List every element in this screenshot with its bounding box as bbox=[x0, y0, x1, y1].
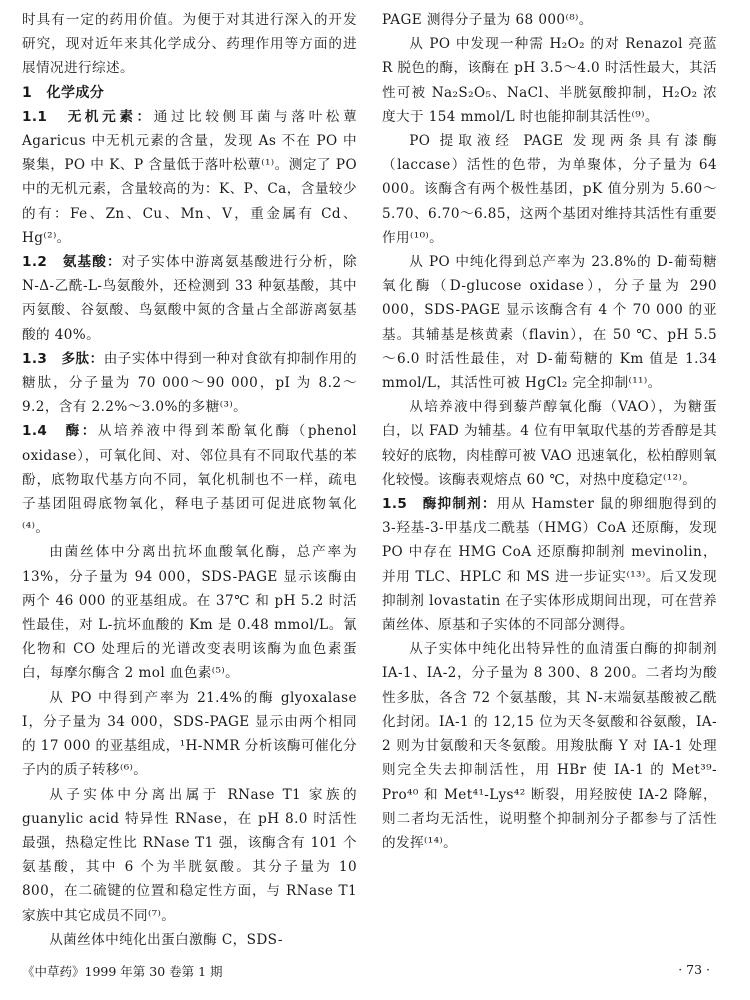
section-title: 1 化学成分 bbox=[22, 84, 105, 101]
left-column bbox=[22, 8, 357, 952]
paragraph: 从 PO 中发现一种需 H₂O₂ 的对 Renazol 亮蓝 R 脱色的酶，该酶在 pH 3.5～4.0 时活性最大，其活性可被 Na₂S₂O₅、NaCl、半胱氨酸抑制，H₂O₂ 浓度大于 154 mmol/L 时也能抑制其活性⁽⁹⁾。 bbox=[382, 36, 717, 125]
subsection-label: 1.5 酶抑制剂： bbox=[382, 496, 497, 513]
subsection-label: 1.3 多肽： bbox=[22, 350, 104, 367]
subsection-label: 1.2 氨基酸： bbox=[22, 254, 122, 271]
subsection-text: 用从 Hamster 鼠的卵细胞得到的 3-羟基-3-甲基戊二酰基（HMG）CoA 还原酶，发现 PO 中存在 HMG CoA 还原酶抑制剂 mevinolin，并用 TLC、HPLC 和 MS 进一步证实⁽¹³⁾。后又发现抑制剂 lovastatin 在子实体形成期间出现，可在营养菌丝体、原基和子实体的不同部分测得。 bbox=[382, 496, 717, 634]
paragraph: 从子实体中纯化出特异性的血清蛋白酶的抑制剂 IA-1、IA-2，分子量为 8 300、8 200。二者均为酸性多肽，各含 72 个氨基酸，其 N-末端氨基酸被乙酰化封闭。IA-1 的 12,15 位为天冬氨酸和谷氨酸，IA-2 则为甘氨酸和天冬氨酸。用羧肽酶 Y 对 IA-1 处理则完全失去抑制活性，用 HBr 使 IA-1 的 Met³⁹-Pro⁴⁰ 和 Met⁴¹-Lys⁴² 断裂，用羟胺使 IA-2 降解，则二者均无活性，说明整个抑制剂分子都参与了活性的发挥⁽¹⁴⁾。 bbox=[382, 641, 717, 851]
paragraph: 由菌丝体中分离出抗坏血酸氧化酶，总产率为 13%，分子量为 94 000，SDS-PAGE 显示该酶由两个 46 000 的亚基组成。在 37℃ 和 pH 5.2 时活性最佳，对 L-抗坏血酸的 Km 是 0.48 mmol/L。氰化物和 CO 处理后的光谱改变表明该酶为血色素蛋白，每摩尔酶含 2 mol 血色素⁽⁵⁾。 bbox=[22, 544, 357, 682]
right-column bbox=[382, 8, 717, 855]
subsection-1-3 bbox=[22, 347, 357, 420]
page-number: · 73 · bbox=[678, 962, 710, 977]
subsection-text: 从培养液中得到苯酚氧化酶（phenol oxidase），可氧化间、对、邻位具有不同取代基的苯酚，底物取代基方向不同，氧化机制也不一样，疏电子基团阻碍底物氧化，释电子基团可促进底物氧化⁽⁴⁾。 bbox=[22, 423, 358, 537]
subsection-text: 由子实体中得到一种对食欲有抑制作用的糖肽，分子量为 70 000～90 000，pI 为 8.2～9.2，含有 2.2%～3.0%的多糖⁽³⁾。 bbox=[22, 350, 357, 416]
subsection-label: 1.1 无机元素： bbox=[22, 108, 154, 125]
paragraph: 从 PO 中纯化得到总产率为 23.8%的 D-葡萄糖氧化酶（D-glucose oxidase），分子量为 290 000，SDS-PAGE 显示该酶含有 4 个 70 000 的亚基。其辅基是核黄素（flavin），在 50 ℃、pH 5.5～6.0 时活性最佳，对 D-葡萄糖的 Km 值是 1.34 mmol/L，其活性可被 HgCl₂ 完全抑制⁽¹¹⁾。 bbox=[382, 254, 717, 392]
paragraph: PO 提取液经 PAGE 发现两条具有漆酶（laccase）活性的色带，为单聚体，分子量为 64 000。该酶含有两个极性基团，pK 值分别为 5.60～5.70、6.70～6.85，这两个基团对维持其活性有重要作用⁽¹⁰⁾。 bbox=[382, 133, 717, 246]
paragraph-continuation: PAGE 测得分子量为 68 000⁽⁸⁾。 bbox=[382, 12, 593, 28]
journal-footer: 《中草药》1999 年第 30 卷第 1 期 bbox=[22, 964, 223, 979]
subsection-1-1 bbox=[22, 105, 357, 250]
paragraph: 从 PO 中得到产率为 21.4%的酶 glyoxalase Ⅰ，分子量为 34 000，SDS-PAGE 显示由两个相同的 17 000 的亚基组成，¹H-NMR 分析该酶可催化分子内的质子转移⁽⁶⁾。 bbox=[22, 689, 357, 779]
subsection-label: 1.4 酶： bbox=[22, 423, 98, 440]
paragraph: 从子实体中分离出属于 RNase T1 家族的 guanylic acid 特异性 RNase，在 pH 8.0 时活性最强，热稳定性比 RNase T1 强，该酶含有 101 个氨基酸，其中 6 个为半胱氨酸。其分子量为 10 800，在二硫键的位置和稳定性方面，与 RNase T1 家族中其它成员不同⁽⁷⁾。 bbox=[22, 786, 357, 924]
intro-paragraph-end: 时具有一定的药用价值。为便于对其进行深入的开发研究，现对近年来其化学成分、药理作用等方面的进展情况进行综述。 bbox=[22, 12, 357, 77]
subsection-1-4 bbox=[22, 419, 357, 540]
subsection-text: 对子实体中游离氨基酸进行分析，除 N-Δ-乙酰-L-鸟氨酸外，还检测到 33 种氨基酸，其中丙氨酸、谷氨酸、鸟氨酸中氮的含量占全部游离氨基酸的 40%。 bbox=[22, 254, 357, 343]
paragraph: 从菌丝体中纯化出蛋白激酶 C，SDS- bbox=[49, 931, 283, 948]
paragraph: 从培养液中得到藜芦醇氧化酶（VAO），为糖蛋白，以 FAD 为辅基。4 位有甲氧取代基的芳香醇是其较好的底物，肉桂醇可被 VAO 迅速氧化，松柏醇则氧化较慢。该酶表观熔点 60 ℃，对热中度稳定⁽¹²⁾。 bbox=[382, 399, 717, 488]
subsection-1-5 bbox=[382, 492, 717, 637]
subsection-1-2 bbox=[22, 250, 357, 347]
subsection-text: 通过比较侧耳菌与落叶松蕈 Agaricus 中无机元素的含量，发现 As 不在 PO 中聚集，PO 中 K、P 含量低于落叶松蕈⁽¹⁾。测定了 PO 中的无机元素，含量较高的为：K、P、Ca，含量较少的有：Fe、Zn、Cu、Mn、V，重金属有 Cd、Hg⁽²⁾。 bbox=[22, 108, 357, 246]
